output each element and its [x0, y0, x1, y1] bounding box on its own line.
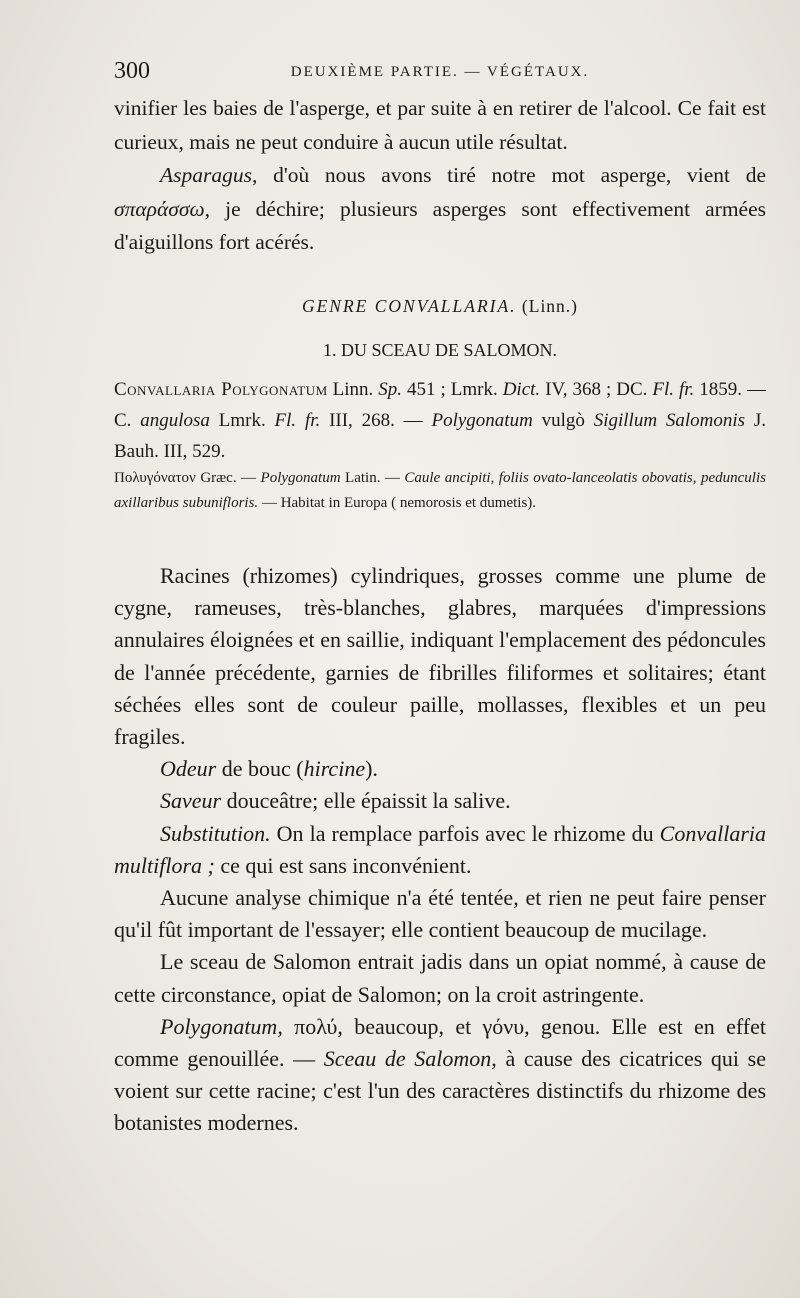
syn-part: III, 268. — [320, 410, 432, 431]
greek-word: σπαράσσω [114, 196, 205, 221]
intro-paragraph-2-text-b: , je déchire; plusieurs asperges sont effectivement armées d'aiguillons fort acérés. [114, 196, 766, 255]
substitution-text-b: ce qui est sans inconvénient. [214, 852, 472, 878]
synonymy-block [114, 374, 766, 467]
desc-part: Polygonatum [260, 470, 341, 486]
latin-description-block [114, 466, 766, 516]
etymology-text-c: à cause des cicatrices qui se voient sur cette racine; c'est l'un des caractères distinctifs du rhizome des botanistes modernes. [114, 1046, 766, 1136]
intro-block [114, 92, 766, 260]
odeur-term: hircine [303, 756, 366, 782]
odeur-line [114, 753, 766, 785]
genre-name: GENRE CONVALLARIA. [301, 296, 517, 316]
syn-part: Polygonatum [431, 410, 533, 431]
syn-part: 1859. — C. [114, 379, 767, 431]
page-number: 300 [114, 58, 150, 84]
sceau-term: Sceau de Salomon, [323, 1046, 497, 1072]
main-text-block [114, 560, 766, 1140]
rhizome-description: Racines (rhizomes) cylindriques, grosses comme une plume de cygne, rameuses, très-blanches, glabres, marquées d'impressions annulaires éloignées et en saillie, indiquant l'emplacement des pédoncules de l'année précédente, garnies de fibrilles filiformes et solitaires; étant séchées elles sont de couleur paille, mollasses, flexibles et un peu fragiles. [114, 563, 766, 750]
desc-part: Caule ancipiti, foliis ovato-lanceolatis obovatis, pedunculis axillaribus subunifloris. [114, 470, 766, 511]
syn-part: Dict. [502, 379, 541, 400]
odeur-text-b: ). [365, 756, 378, 782]
syn-part: IV, 368 ; DC. [540, 379, 653, 400]
intro-paragraph-2-text-a: , d'où nous avons tiré notre mot asperge, vient de [251, 163, 766, 188]
intro-paragraph-1 [114, 92, 766, 159]
genre-heading-block [114, 296, 766, 317]
syn-part: Lmrk. [209, 410, 275, 431]
etymology-paragraph [114, 1011, 766, 1140]
latin-description [114, 466, 766, 516]
desc-part: — Habitat in Europa ( nemorosis et dumetis). [258, 495, 537, 511]
substitution-species: Convallaria multiflora ; [114, 820, 766, 878]
greek-name: Πολυγόνατον [114, 470, 196, 486]
saveur-line [114, 785, 766, 817]
intro-paragraph-1-text: vinifier les baies de l'asperge, et par suite à en retirer de l'alcool. Ce fait est curieux, mais ne peut conduire à aucun utile résultat. [114, 96, 766, 154]
asparagus-term: Asparagus [160, 163, 252, 188]
etymology-text-a: beaucoup, et [342, 1013, 483, 1039]
saveur-text: douceâtre; elle épaissit la salive. [221, 788, 511, 814]
saveur-label: Saveur [160, 788, 222, 814]
page-header [114, 58, 766, 88]
syn-part: Linn. [327, 379, 379, 400]
running-head: DEUXIÈME PARTIE. — VÉGÉTAUX. [290, 64, 590, 80]
section-heading-block [114, 340, 766, 361]
desc-part: Latin. — [340, 470, 405, 486]
syn-part: Sp. [378, 379, 403, 400]
syn-part: J. Bauh. III, 529. [114, 410, 766, 462]
etymology-text-b: genou. Elle est en effet comme genouillée. — [114, 1013, 766, 1072]
genre-heading [114, 296, 766, 317]
syn-part: angulosa [140, 410, 210, 431]
syn-part: 451 ; Lmrk. [402, 379, 503, 400]
syn-part: vulgò [532, 410, 594, 431]
odeur-text-a: de bouc ( [216, 756, 304, 782]
genre-authority: (Linn.) [521, 296, 579, 316]
sceau-paragraph: Le sceau de Salomon entrait jadis dans un opiat nommé, à cause de cette circonstance, opiat de Salomon; on la croit astringente. [114, 949, 766, 1007]
synonymy-paragraph [114, 374, 766, 467]
polygonatum-term: Polygonatum, [160, 1013, 283, 1039]
greek-word: γόνυ, [482, 1013, 530, 1039]
section-title: 1. DU SCEAU DE SALOMON. [322, 340, 557, 360]
syn-part: Sigillum Salomonis [593, 410, 746, 431]
syn-part: Fl. fr. [274, 410, 321, 431]
intro-paragraph-2 [114, 159, 766, 260]
greek-word: πολύ, [282, 1013, 343, 1039]
odeur-label: Odeur [160, 756, 217, 782]
analyse-paragraph: Aucune analyse chimique n'a été tentée, et rien ne peut faire penser qu'il fût important de l'essayer; elle contient beaucoup de mucilage. [114, 885, 766, 943]
desc-part: Græc. — [195, 470, 261, 486]
substitution-label: Substitution. [160, 820, 271, 846]
substitution-text-a: On la remplace parfois avec le rhizome du [270, 820, 660, 846]
substitution-paragraph [114, 818, 766, 882]
syn-part: Fl. fr. [652, 379, 695, 400]
species-name: Convallaria Polygonatum [114, 379, 328, 400]
